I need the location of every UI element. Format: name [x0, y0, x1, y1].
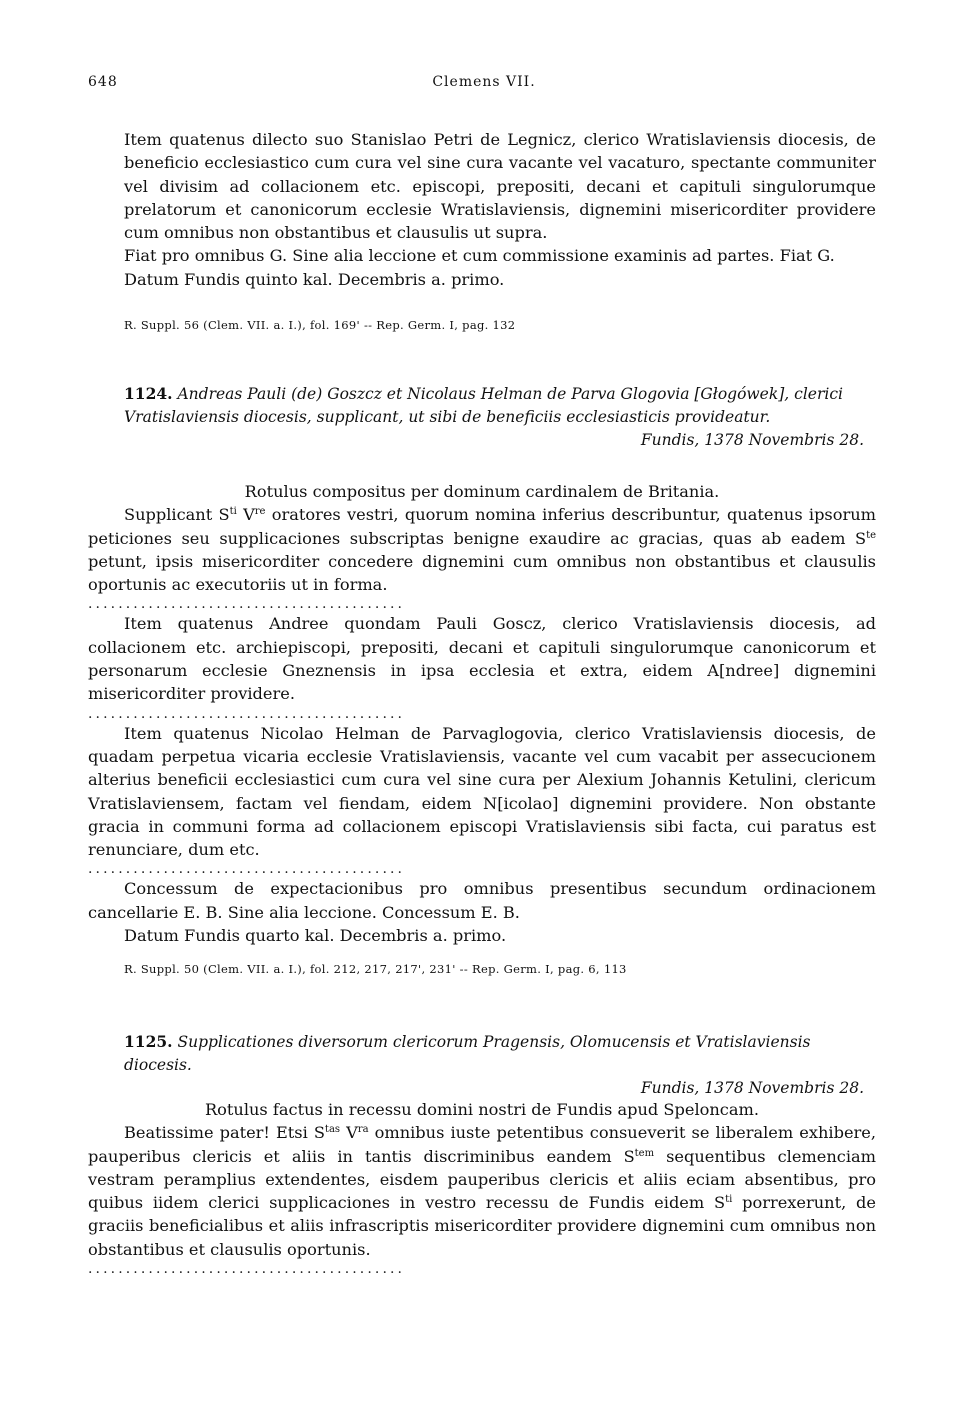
datum-line: Datum Fundis quarto kal. Decembris a. primo. — [124, 926, 507, 946]
concessum-paragraph: Concessum de expectacionibus pro omnibus presentibus secundum ordinacionem cancellarie E. B. Sine alia leccione. Concessum E. B. — [88, 879, 876, 922]
ellipsis-divider: .......................................... — [88, 1261, 406, 1278]
entry-1124-source: R. Suppl. 50 (Clem. VII. a. I.), fol. 212, 217, 217', 231' -- Rep. Germ. I, pag. 6, 113 — [124, 962, 627, 976]
prev-entry-datum: Datum Fundis quinto kal. Decembris a. primo. — [124, 269, 505, 289]
prev-entry-source: R. Suppl. 56 (Clem. VII. a. I.), fol. 169' -- Rep. Germ. I, pag. 132 — [124, 318, 516, 332]
entry-date: Fundis, 1378 Novembris 28. — [640, 431, 864, 449]
prev-entry-text — [124, 128, 876, 291]
entry-1124-body — [88, 480, 876, 947]
rotulus-line: Rotulus compositus per dominum cardinalem de Britania. — [244, 482, 720, 501]
entry-1125-body — [88, 1098, 876, 1277]
entry-1124-heading — [124, 382, 876, 452]
beatissime-paragraph: Beatissime pater! Etsi $S^{tas}$ $V^{ra}$ omnibus iuste petentibus consueverit se liberalem exhibere, pauperibus clericis et aliis in tantis discriminibus eandem $S^{tem}$ sequentibus clemenciam vestram peramplius extendentes, eisdem pauperibus clericis et aliis eciam absentibus, pro quibus iidem clerici supplicaciones in vestro recessu de Fundis eidem $S^{ti}$ porrexerunt, de graciis beneficialibus et aliis infrascriptis misericorditer providere dignemini cum omnibus non obstantibus et clausulis oportunis. — [88, 1123, 877, 1259]
entry-summary: Andreas Pauli (de) Goszcz et Nicolaus Helman de Parva Glogovia [Głogówek], clerici Vratislaviensis diocesis, supplicant, ut sibi de beneficiis ecclesiasticis provideatur. — [124, 385, 843, 426]
ellipsis-divider: .......................................... — [88, 596, 406, 613]
running-title: Clemens VII. — [432, 74, 536, 90]
entry-summary: Supplicationes diversorum clericorum Pragensis, Olomucensis et Vratislaviensis diocesis. — [124, 1033, 811, 1074]
entry-1125-heading — [124, 1030, 876, 1100]
entry-date: Fundis, 1378 Novembris 28. — [640, 1079, 864, 1097]
prev-entry-paragraph: Item quatenus dilecto suo Stanislao Petri de Legnicz, clerico Wratislaviensis diocesis, de beneficio ecclesiastico cum cura vel sine cura vacante vel vacaturo, spectante communiter vel divisim ad collacionem etc. episcopi, prepositi, decani et capituli singulorumque prelatorum et canonicorum ecclesie Wratislaviensis, dignemini misericorditer providere cum omnibus non obstantibus et clausulis ut supra. — [124, 130, 876, 243]
page-header — [88, 74, 880, 94]
prev-entry-fiat: Fiat pro omnibus G. Sine alia leccione et cum commissione examinis ad partes. Fiat G. — [124, 246, 835, 266]
ellipsis-divider: .......................................... — [88, 705, 406, 722]
item-andree-paragraph: Item quatenus Andree quondam Pauli Goscz, clerico Vratislaviensis diocesis, ad collacionem etc. archiepiscopi, prepositi, decani et capituli singulorumque canonicorum et personarum ecclesie Gneznensis in ipsa ecclesia et extra, eidem A[ndree] dignemini misericorditer providere. — [88, 614, 876, 704]
item-nicolao-paragraph: Item quatenus Nicolao Helman de Parvaglogovia, clerico Vratislaviensis diocesis, de quadam perpetua vicaria ecclesie Vratislaviensis, vacante vel cum vacabit per assecucionem alterius beneficii ecclesiastici cum cura vel sine cura per Alexium Johannis Ketulini, clericum Vratislaviensem, factam vel fiendam, eidem N[icolao] dignemini providere. Non obstante gracia in communi forma ad collacionem episcopi Vratislaviensis sibi facta, cui paratus est renunciare, dum etc. — [88, 723, 876, 860]
entry-number: 1124. — [124, 384, 173, 403]
rotulus-line: Rotulus factus in recessu domini nostri de Fundis apud Speloncam. — [204, 1100, 760, 1119]
page-number: 648 — [88, 74, 118, 90]
entry-number: 1125. — [124, 1032, 173, 1051]
supplicant-paragraph: Supplicant $S^{ti}$ Vre oratores vestri, quorum nomina inferius describuntur, quatenus ipsorum peticiones seu supplicaciones subscriptas benigne exaudire ac gracias, quas ab eadem $S^{te}$ petunt, ipsis misericorditer concedere dignemini cum omnibus non obstantibus et clausulis oportunis ac executoriis ut in forma. — [88, 505, 876, 595]
ellipsis-divider: .......................................... — [88, 861, 406, 878]
